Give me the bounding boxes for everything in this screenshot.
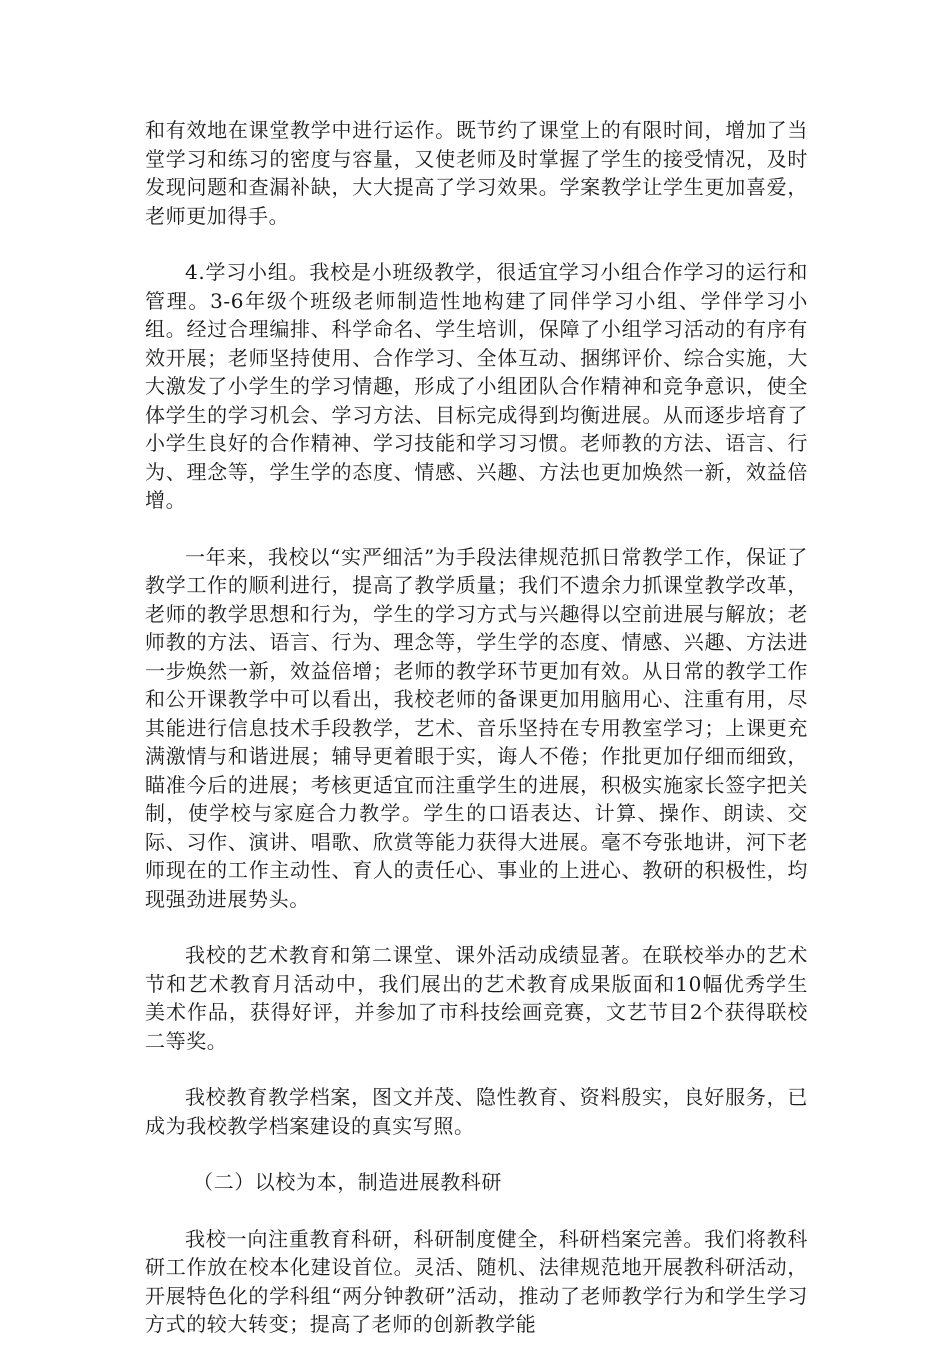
paragraph-study-groups: 4.学习小组。我校是小班级教学，很适宜学习小组合作学习的运行和管理。3-6年级个班级老师制造性地构建了同伴学习小组、学伴学习小组。经过合理编排、科学命名、学生培训，保障了小组学习活动的有序有效开展；老师坚持使用、合作学习、全体互动、捆绑评价、综合实施，大大激发了小学生的学习情趣，形成了小组团队合作精神和竞争意识，使全体学生的学习机会、学习方法、目标完成得到均衡进展。从而逐步培育了小学生良好的合作精神、学习技能和学习习惯。老师教的方法、语言、行为、理念等，学生学的态度、情感、兴趣、方法也更加焕然一新，效益倍增。 xyxy=(145,260,808,512)
section-heading: （二）以校为本，制造进展教科研 xyxy=(193,1170,502,1194)
paragraph-research: 我校一向注重教育科研，科研制度健全，科研档案完善。我们将教科研工作放在校本化建设首位。灵活、随机、法律规范地开展教科研活动，开展特色化的学科组“两分钟教研”活动，推动了老师教学行为和学生学习方式的较大转变；提高了老师的创新教学能 xyxy=(145,1226,808,1336)
paragraph-year-summary: 一年来，我校以“实严细活”为手段法律规范抓日常教学工作，保证了教学工作的顺利进行，提高了教学质量；我们不遗余力抓课堂教学改革，老师的教学思想和行为，学生的学习方式与兴趣得以空前进展与解放；老师教的方法、语言、行为、理念等，学生学的态度、情感、兴趣、方法进一步焕然一新，效益倍增；老师的教学环节更加有效。从日常的教学工作和公开课教学中可以看出，我校老师的备课更加用脑用心、注重有用，尽其能进行信息技术手段教学，艺术、音乐坚持在专用教室学习；上课更充满激情与和谐进展；辅导更着眼于实，诲人不倦；作批更加仔细而细致，瞄准今后的进展；考核更适宜而注重学生的进展，积极实施家长签字把关制，使学校与家庭合力教学。学生的口语表达、计算、操作、朗读、交际、习作、演讲、唱歌、欣赏等能力获得大进展。毫不夸张地讲，河下老师现在的工作主动性、育人的责任心、事业的上进心、教研的积极性，均现强劲进展势头。 xyxy=(145,544,808,911)
document-body xyxy=(145,116,808,1367)
paragraph-archives: 我校教育教学档案，图文并茂、隐性教育、资料殷实，良好服务，已成为我校教学档案建设的真实写照。 xyxy=(145,1085,808,1138)
paragraph-art-education: 我校的艺术教育和第二课堂、课外活动成绩显著。在联校举办的艺术节和艺术教育月活动中，我们展出的艺术教育成果版面和10幅优秀学生美术作品，获得好评，并参加了市科技绘画竞赛，文艺节目2个获得联校二等奖。 xyxy=(145,943,808,1053)
paragraph-continuation: 和有效地在课堂教学中进行运作。既节约了课堂上的有限时间，增加了当堂学习和练习的密度与容量，又使老师及时掌握了学生的接受情况，及时发现问题和查漏补缺，大大提高了学习效果。学案教学让学生更加喜爱，老师更加得手。 xyxy=(145,118,808,228)
